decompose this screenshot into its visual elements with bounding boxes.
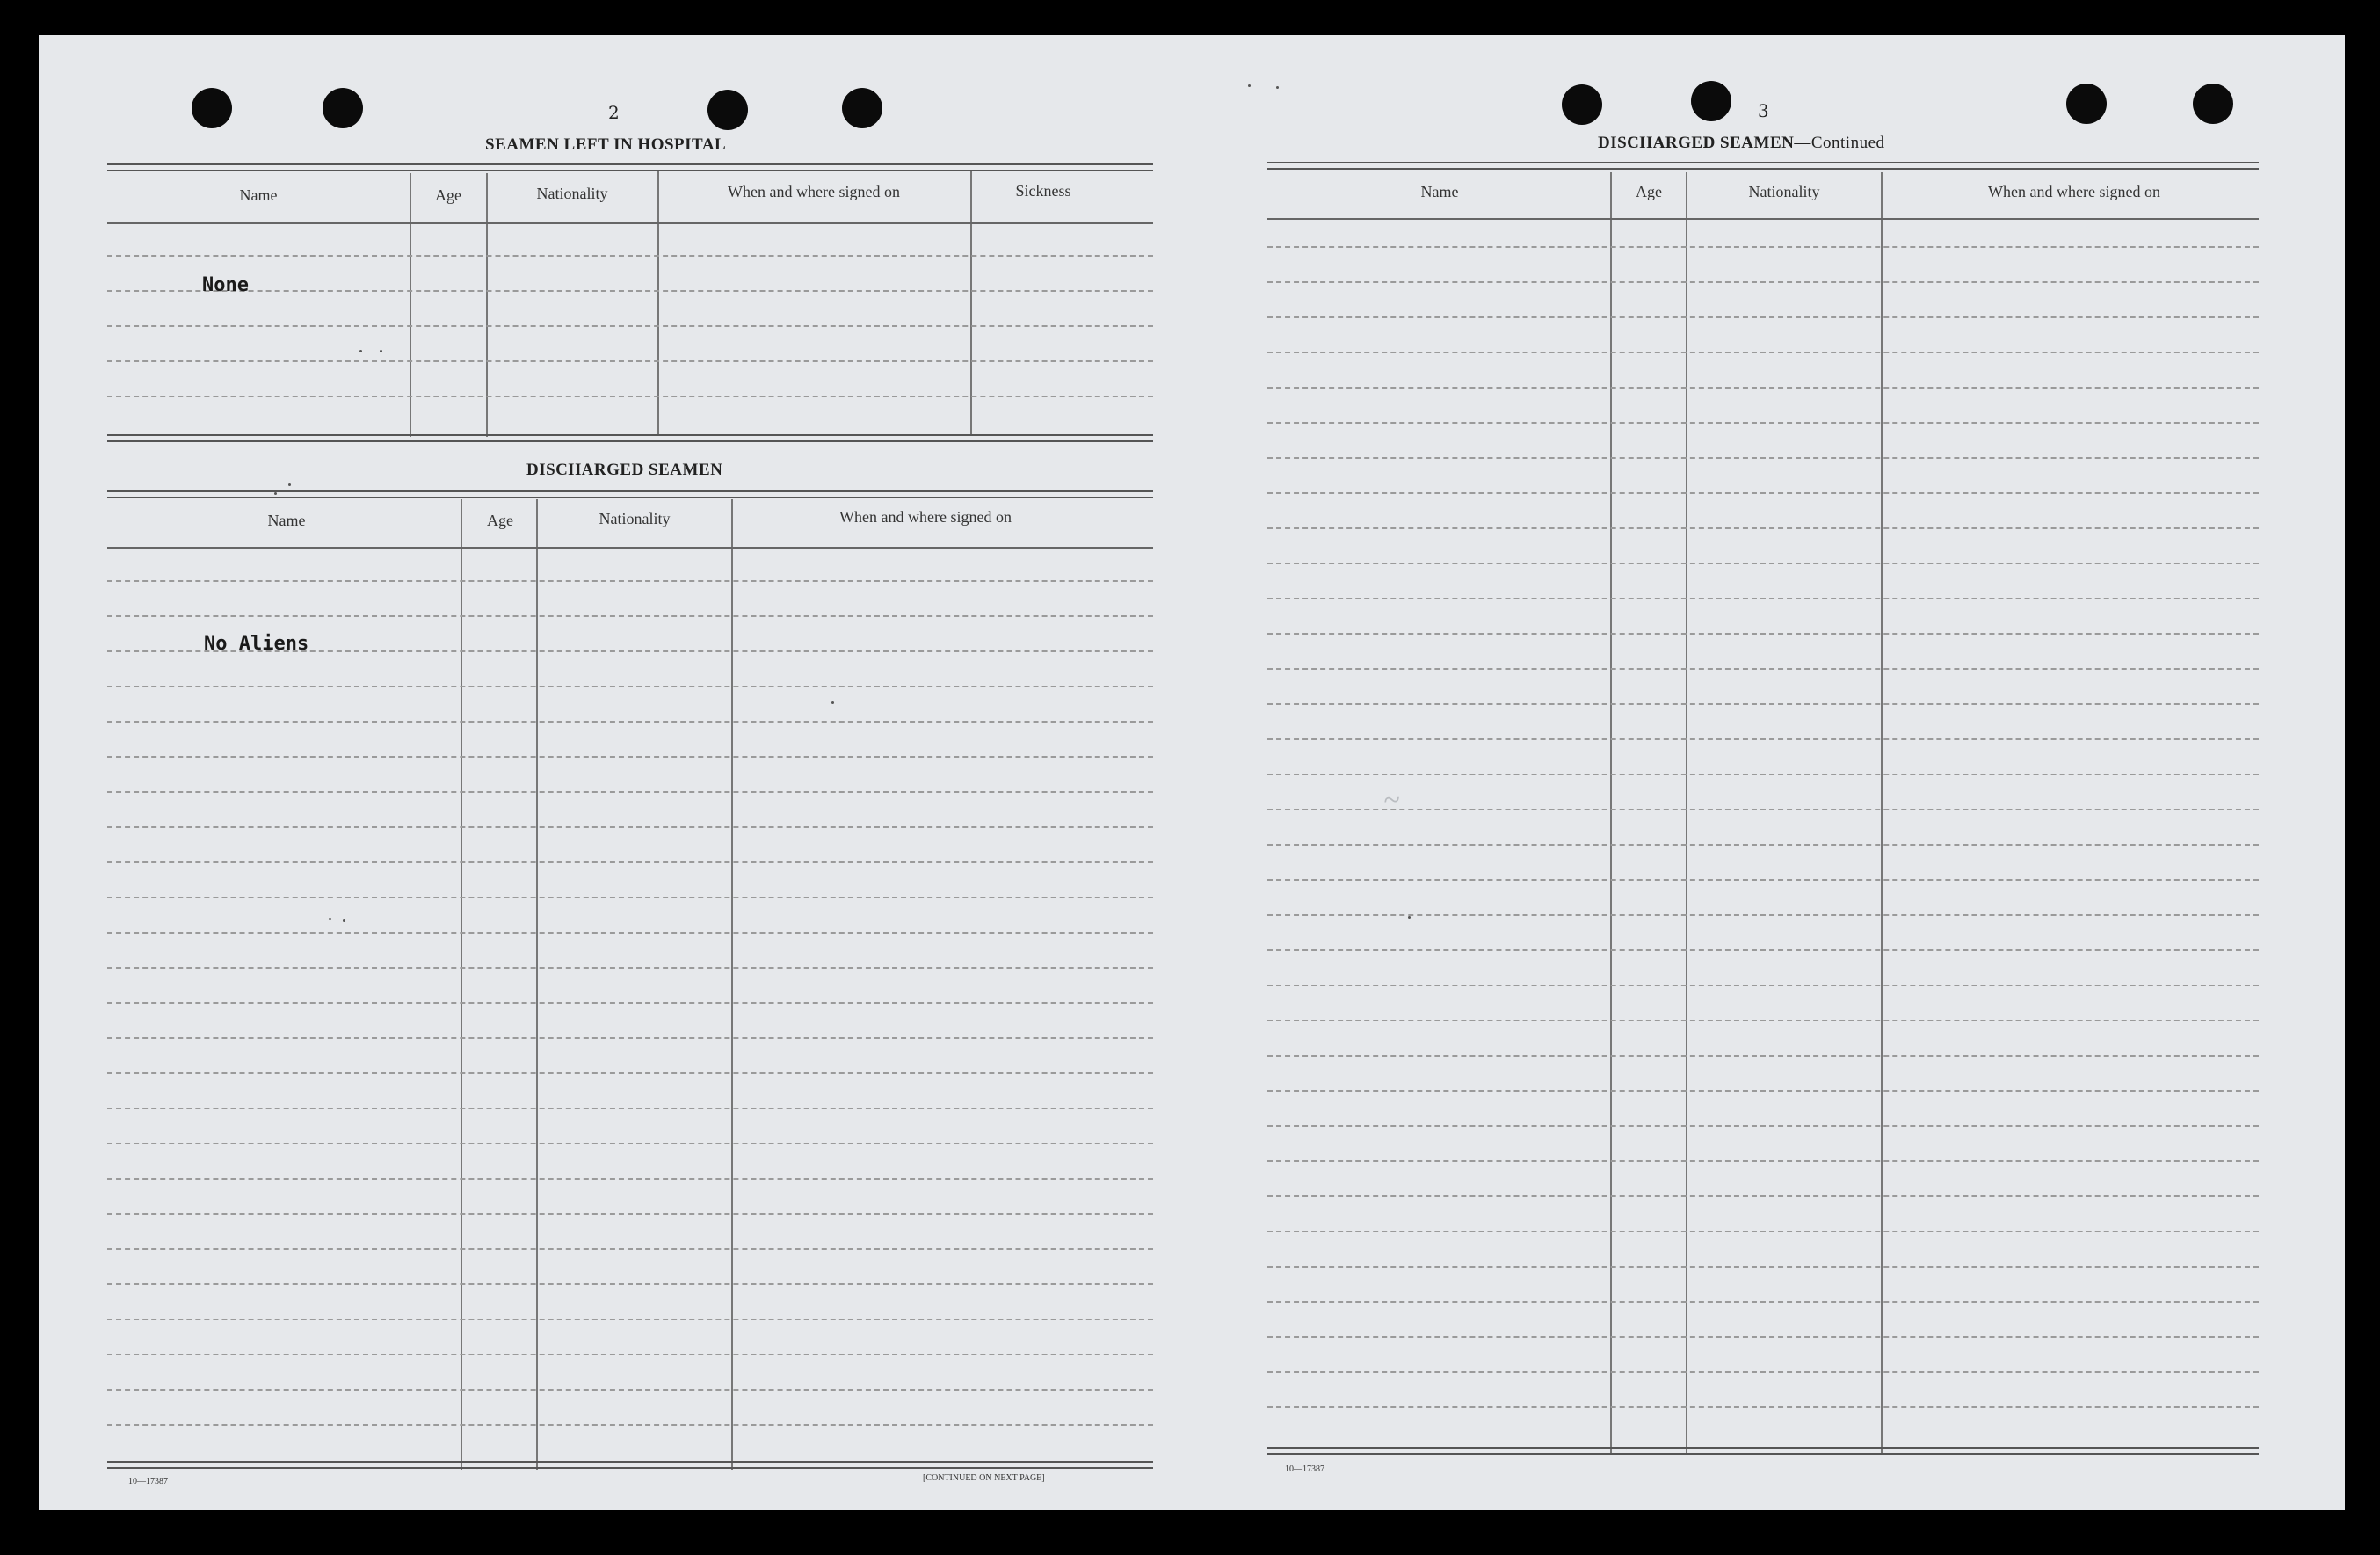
row-rule [1267,633,2259,635]
row-rule [1267,1160,2259,1162]
column-rule [486,173,488,437]
column-rule [461,499,462,1470]
continued-note: [CONTINUED ON NEXT PAGE] [923,1473,1045,1483]
table-top-rule [107,163,1153,171]
punch-hole [842,88,882,128]
row-rule [107,1143,1153,1144]
ink-speck [274,492,277,495]
row-rule [1267,1195,2259,1197]
row-rule [107,1283,1153,1285]
table-top-rule [1267,162,2259,170]
punch-hole [2066,84,2107,124]
row-rule [1267,668,2259,670]
ink-speck [1248,84,1251,87]
row-rule [107,325,1153,327]
punch-hole [707,90,748,130]
row-rule [1267,457,2259,459]
column-header-nationality: Nationality [599,510,671,527]
row-rule [107,290,1153,292]
header-rule [107,222,1153,224]
row-rule [1267,809,2259,810]
row-rule [107,826,1153,828]
row-rule [1267,949,2259,951]
row-rule [1267,879,2259,881]
discharged-entry: No Aliens [204,633,309,655]
row-rule [107,1424,1153,1426]
row-rule [107,756,1153,758]
column-header-nationality: Nationality [536,185,608,202]
ink-speck [380,350,382,352]
row-rule [107,360,1153,362]
row-rule [1267,1301,2259,1303]
row-rule [1267,246,2259,248]
punch-hole [192,88,232,128]
row-rule [1267,316,2259,318]
row-rule [107,615,1153,617]
ink-speck [1276,86,1279,89]
header-rule [107,547,1153,549]
ink-speck [329,918,331,920]
ink-speck [288,483,291,486]
column-header-nationality: Nationality [1748,183,1820,200]
row-rule [107,1072,1153,1074]
row-rule [107,1389,1153,1391]
column-header-name: Name [1420,183,1459,200]
row-rule [1267,387,2259,389]
column-header-name: Name [239,186,278,204]
punch-hole [2193,84,2233,124]
faint-pencil-mark: ~ [1383,784,1400,817]
row-rule [1267,1231,2259,1232]
row-rule [1267,563,2259,564]
column-header-age: Age [1636,183,1662,200]
row-rule [107,721,1153,723]
row-rule [107,1248,1153,1250]
row-rule [1267,985,2259,986]
row-rule [107,580,1153,582]
row-rule [107,1037,1153,1039]
row-rule [1267,1336,2259,1338]
row-rule [107,686,1153,687]
title-main: DISCHARGED SEAMEN [1598,134,1795,152]
column-header-age: Age [435,186,461,204]
row-rule [107,255,1153,257]
column-header-signed-on: When and where signed on [1988,183,2160,200]
row-rule [107,932,1153,934]
page-number: 2 [608,102,620,123]
table-bottom-rule [107,434,1153,442]
row-rule [1267,1266,2259,1268]
row-rule [1267,527,2259,529]
row-rule [1267,1055,2259,1057]
row-rule [107,1178,1153,1180]
column-header-name: Name [267,512,306,529]
row-rule [1267,281,2259,283]
column-rule [1610,172,1612,1454]
header-rule [1267,218,2259,220]
column-header-sickness: Sickness [1015,182,1071,200]
row-rule [107,1319,1153,1320]
row-rule [107,1108,1153,1109]
row-rule [1267,1406,2259,1408]
column-header-signed-on: When and where signed on [728,183,900,200]
column-rule [536,499,538,1470]
row-rule [1267,1090,2259,1092]
row-rule [1267,1020,2259,1021]
hospital-entry: None [202,274,249,296]
row-rule [107,791,1153,793]
discharged-continued-title [1598,134,1885,153]
ink-speck [343,919,345,922]
column-rule [731,499,733,1470]
discharged-section-title: DISCHARGED SEAMEN [526,461,723,479]
column-rule [1686,172,1687,1454]
row-rule [1267,774,2259,775]
row-rule [1267,598,2259,599]
column-rule [410,173,411,437]
row-rule [1267,352,2259,353]
punch-hole [323,88,363,128]
row-rule [1267,703,2259,705]
column-header-age: Age [487,512,513,529]
ink-speck [831,701,834,704]
punch-hole [1562,84,1602,125]
ink-speck [1408,916,1411,919]
form-number: 10—17387 [1285,1464,1324,1474]
column-rule [1881,172,1883,1454]
table-bottom-rule [1267,1447,2259,1455]
row-rule [107,861,1153,863]
right-page [1195,35,2345,1510]
row-rule [1267,1125,2259,1127]
table-bottom-rule [107,1461,1153,1469]
row-rule [107,897,1153,898]
row-rule [1267,492,2259,494]
row-rule [107,967,1153,969]
table-top-rule [107,490,1153,498]
column-header-signed-on: When and where signed on [839,508,1012,526]
page-number: 3 [1758,100,1769,121]
form-number: 10—17387 [128,1477,168,1486]
ink-speck [359,350,362,352]
row-rule [1267,1371,2259,1373]
row-rule [1267,738,2259,740]
row-rule [1267,422,2259,424]
row-rule [107,1002,1153,1004]
row-rule [1267,914,2259,916]
title-suffix: —Continued [1794,134,1885,152]
left-page [39,35,1195,1510]
hospital-section-title: SEAMEN LEFT IN HOSPITAL [485,135,727,154]
punch-hole [1691,81,1731,121]
row-rule [1267,844,2259,846]
row-rule [107,1213,1153,1215]
row-rule [107,396,1153,397]
row-rule [107,1354,1153,1355]
